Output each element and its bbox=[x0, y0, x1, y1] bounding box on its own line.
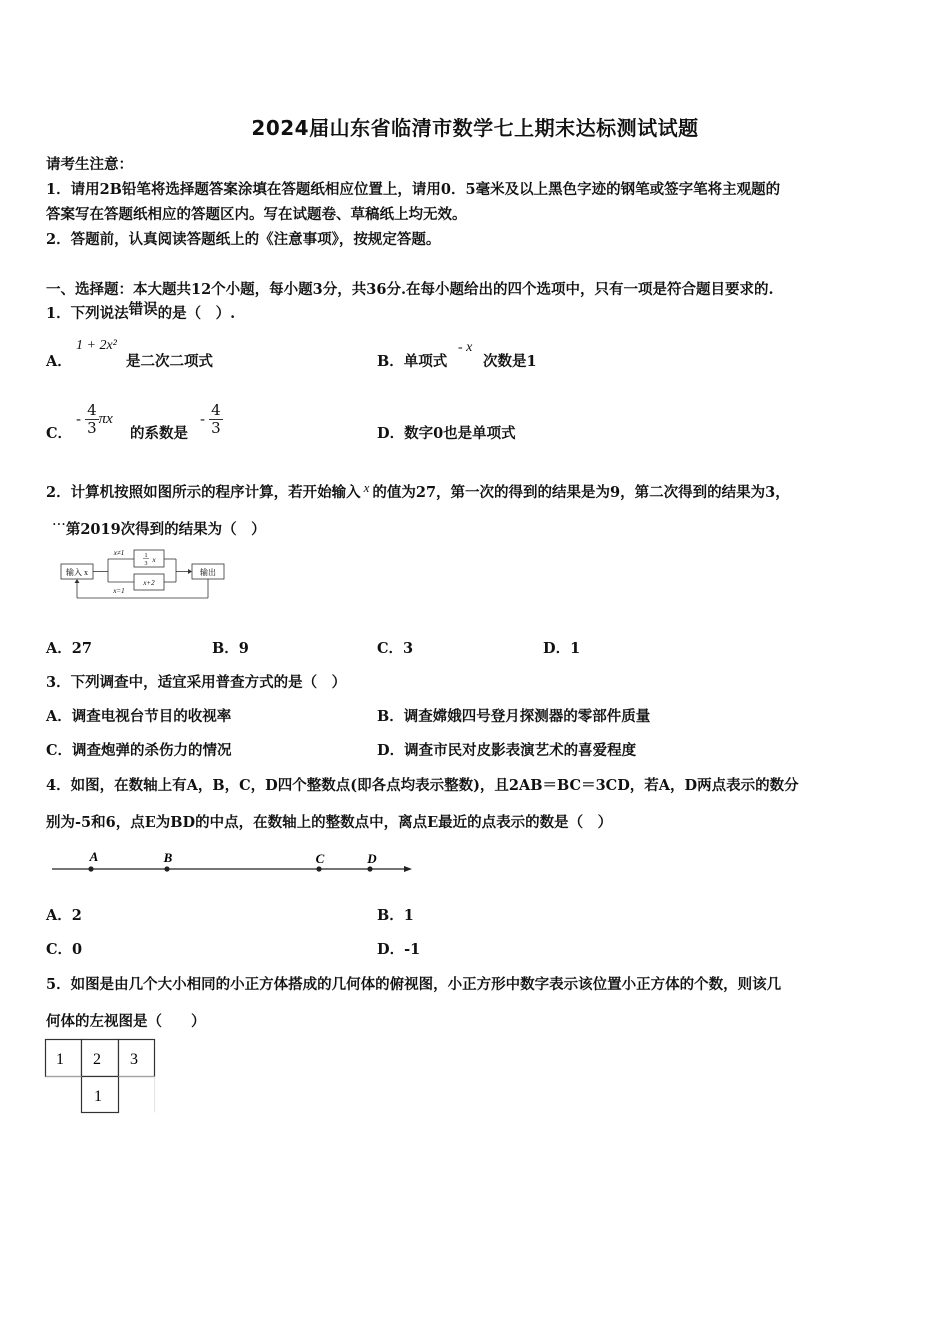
point-c-label: C bbox=[315, 851, 325, 866]
point-d-dot bbox=[367, 866, 372, 871]
q2-stem-a: 2．计算机按照如图所示的程序计算，若开始输入 bbox=[46, 484, 361, 501]
q1-option-a-math: 1 + 2x² bbox=[76, 338, 117, 353]
q4-option-b: B．1 bbox=[377, 907, 414, 924]
q1-option-c-fraction2 bbox=[209, 402, 223, 437]
q1-option-c-label: C． bbox=[46, 425, 73, 442]
q1-option-c-den2: 3 bbox=[211, 418, 221, 437]
notice-line-2: 2．答题前，认真阅读答题纸上的《注意事项》，按规定答题。 bbox=[46, 231, 441, 248]
q4-stem-line1: 4．如图，在数轴上有A，B，C，D四个整数点(即各点均表示整数)，且2AB＝BC＝3CD，若A，D两点表示的数分 bbox=[46, 777, 799, 794]
q2-option-d: D．1 bbox=[543, 640, 581, 657]
q1-option-c-den: 3 bbox=[87, 418, 97, 437]
flow-op1-den: 3 bbox=[144, 561, 148, 567]
grid-value-4: 1 bbox=[94, 1088, 102, 1105]
q1-option-b-text: 次数是1 bbox=[483, 353, 537, 370]
point-d-label: D bbox=[367, 851, 377, 866]
flow-op1-num: 1 bbox=[144, 553, 148, 559]
flow-op2-text: x+2 bbox=[143, 579, 155, 587]
q1-option-c-num2: 4 bbox=[211, 400, 221, 419]
q1-stem-em: 错误 bbox=[128, 301, 158, 318]
q1-option-c-minus2: - bbox=[200, 410, 206, 428]
point-b-label: B bbox=[163, 850, 173, 865]
q2-option-a: A．27 bbox=[46, 640, 92, 657]
point-c-dot bbox=[316, 866, 321, 871]
q1-stem bbox=[46, 302, 235, 323]
q3-option-d: D．调查市民对皮影表演艺术的喜爱程度 bbox=[377, 742, 637, 759]
q1-option-a-text: 是二次二项式 bbox=[126, 353, 213, 370]
q1-option-c-expr bbox=[76, 396, 113, 442]
q1-option-a-label: A． bbox=[46, 353, 72, 370]
q2-stem-dots: ··· bbox=[52, 517, 66, 533]
notice-heading: 请考生注意： bbox=[46, 156, 133, 173]
grid-value-3: 3 bbox=[130, 1051, 138, 1068]
point-a-label: A bbox=[89, 849, 99, 864]
q2-stem-x: x bbox=[363, 480, 370, 495]
q2-stem-line2 bbox=[52, 518, 266, 539]
number-line-arrow bbox=[404, 866, 412, 872]
q5-stem-line1: 5．如图是由几个大小相同的小正方体搭成的几何体的俯视图，小正方形中数字表示该位置小正方体的个数，则该几 bbox=[46, 976, 782, 993]
q2-stem-c: 第2019次得到的结果为（ ） bbox=[65, 521, 266, 538]
q1-option-b-math: - x bbox=[458, 340, 473, 355]
flow-output-text: 输出 bbox=[200, 568, 216, 577]
q1-option-d: D．数字0也是单项式 bbox=[377, 425, 516, 442]
q1-stem-pre: 1．下列说法 bbox=[46, 305, 129, 322]
q3-option-a: A．调查电视台节目的收视率 bbox=[46, 708, 232, 725]
q1-option-c-num: 4 bbox=[87, 400, 97, 419]
q3-option-c: C．调查炮弹的杀伤力的情况 bbox=[46, 742, 232, 759]
q2-stem-line1 bbox=[46, 481, 790, 502]
q1-option-c-expr2 bbox=[200, 396, 223, 442]
q4-stem-line2: 别为-5和6，点E为BD的中点，在数轴上的整数点中，离点E最近的点表示的数是（ ） bbox=[46, 814, 613, 831]
q5-stem-line2: 何体的左视图是（ ） bbox=[46, 1013, 206, 1030]
q1-option-c-var: πx bbox=[98, 410, 113, 427]
q1-option-c-minus: - bbox=[76, 410, 82, 428]
flow-cond1: x≠1 bbox=[113, 549, 125, 557]
flow-input-text: 输入 x bbox=[66, 568, 88, 577]
q2-stem-b: 的值为27，第一次的得到的结果是为9，第二次得到的结果为3， bbox=[372, 484, 790, 501]
q3-option-b: B．调查嫦娥四号登月探测器的零部件质量 bbox=[377, 708, 651, 725]
q1-option-c-fraction bbox=[85, 402, 99, 437]
grid-value-1: 1 bbox=[56, 1051, 64, 1068]
q4-option-d: D．-1 bbox=[377, 941, 421, 958]
point-b-dot bbox=[164, 866, 169, 871]
q2-option-c: C．3 bbox=[377, 640, 414, 657]
section-heading: 一、选择题：本大题共12个小题，每小题3分，共36分.在每小题给出的四个选项中，只有一项是符合题目要求的. bbox=[46, 281, 774, 298]
q4-option-c: C．0 bbox=[46, 941, 83, 958]
q1-option-c-text: 的系数是 bbox=[130, 425, 188, 442]
notice-line-1b: 答案写在答题纸相应的答题区内。写在试题卷、草稿纸上均无效。 bbox=[46, 206, 467, 223]
q3-stem: 3．下列调查中，适宜采用普查方式的是（ ） bbox=[46, 674, 347, 691]
q1-option-b-label: B．单项式 bbox=[377, 353, 448, 370]
point-a-dot bbox=[88, 866, 93, 871]
flow-op1-var: x bbox=[152, 556, 156, 564]
q4-option-a: A．2 bbox=[46, 907, 82, 924]
q2-flowchart bbox=[60, 545, 230, 603]
notice-line-1a: 1．请用2B铅笔将选择题答案涂填在答题纸相应位置上，请用0．5毫米及以上黑色字迹的钢笔或签字笔将主观题的 bbox=[46, 181, 781, 198]
grid-value-2: 2 bbox=[93, 1051, 101, 1068]
q1-stem-post: 的是（ ）. bbox=[157, 305, 236, 322]
q4-number-line bbox=[48, 848, 418, 882]
flow-cond2: x=1 bbox=[113, 587, 125, 595]
q2-option-b: B．9 bbox=[212, 640, 249, 657]
page-title: 2024届山东省临清市数学七上期末达标测试试题 bbox=[251, 116, 699, 140]
q5-top-view-grid bbox=[44, 1038, 158, 1116]
